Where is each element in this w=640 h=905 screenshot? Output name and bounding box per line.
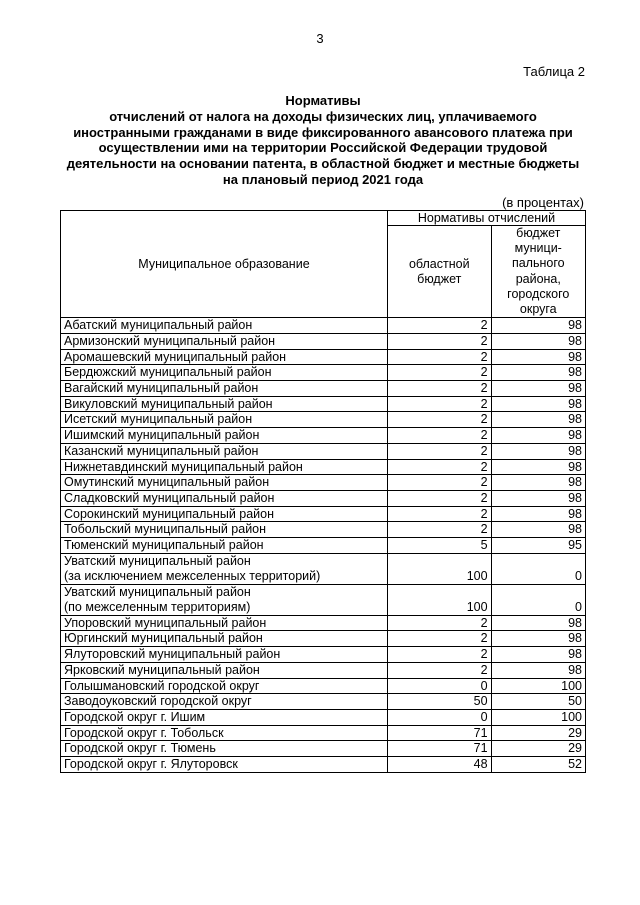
regional-value: 48 <box>387 757 491 773</box>
municipality-name: Юргинский муниципальный район <box>61 631 388 647</box>
municipal-value: 98 <box>491 365 585 381</box>
table-row <box>61 490 586 506</box>
page-number: 3 <box>316 31 324 46</box>
municipal-value: 95 <box>491 538 585 554</box>
regional-value: 71 <box>387 725 491 741</box>
table-row <box>61 349 586 365</box>
municipality-name: Ишимский муниципальный район <box>61 428 388 444</box>
table-row <box>61 381 586 397</box>
municipality-name: Абатский муниципальный район <box>61 318 388 334</box>
table-row <box>61 428 586 444</box>
header-text-line: пального <box>511 256 565 271</box>
table-row <box>61 725 586 741</box>
municipality-name <box>61 584 388 615</box>
table-row <box>61 615 586 631</box>
municipality-name: Нижнетавдинский муниципальный район <box>61 459 388 475</box>
table-row <box>61 475 586 491</box>
municipality-name: Городской округ г. Ишим <box>61 709 388 725</box>
municipal-value: 100 <box>491 709 585 725</box>
regional-value: 100 <box>387 584 491 615</box>
name-line: (за исключением межселенных территорий) <box>64 568 321 583</box>
table-row <box>61 443 586 459</box>
title-line: иностранными гражданами в виде фиксированного авансового платежа при <box>73 124 573 140</box>
municipal-value: 0 <box>491 584 585 615</box>
municipality-name: Городской округ г. Тюмень <box>61 741 388 757</box>
title-line: отчислений от налога на доходы физических лиц, уплачиваемого <box>109 108 537 124</box>
table-row <box>61 741 586 757</box>
table-row <box>61 538 586 554</box>
municipal-value: 98 <box>491 522 585 538</box>
regional-value: 2 <box>387 396 491 412</box>
municipal-value: 98 <box>491 647 585 663</box>
municipal-value: 98 <box>491 396 585 412</box>
municipality-name: Городской округ г. Ялуторовск <box>61 757 388 773</box>
municipality-name: Упоровский муниципальный район <box>61 615 388 631</box>
municipality-name: Омутинский муниципальный район <box>61 475 388 491</box>
municipality-name: Ярковский муниципальный район <box>61 662 388 678</box>
municipality-name: Армизонский муниципальный район <box>61 333 388 349</box>
municipal-value: 29 <box>491 741 585 757</box>
regional-value: 2 <box>387 459 491 475</box>
header-text-line: района, <box>515 271 561 286</box>
municipal-value: 98 <box>491 475 585 491</box>
municipal-value: 50 <box>491 694 585 710</box>
regional-value: 2 <box>387 349 491 365</box>
municipality-name: Заводоуковский городской округ <box>61 694 388 710</box>
table-row <box>61 333 586 349</box>
table-header <box>61 211 586 318</box>
regional-value: 71 <box>387 741 491 757</box>
regional-value: 100 <box>387 553 491 584</box>
municipal-value: 98 <box>491 459 585 475</box>
municipality-name: Аромашевский муниципальный район <box>61 349 388 365</box>
table-row <box>61 318 586 334</box>
regional-value: 2 <box>387 443 491 459</box>
municipality-name: Сладковский муниципальный район <box>61 490 388 506</box>
municipal-value: 52 <box>491 757 585 773</box>
municipal-value: 98 <box>491 333 585 349</box>
municipality-name: Тобольский муниципальный район <box>61 522 388 538</box>
regional-value: 2 <box>387 490 491 506</box>
table-row <box>61 678 586 694</box>
table-row <box>61 631 586 647</box>
document-title <box>60 93 586 188</box>
table-row <box>61 396 586 412</box>
municipal-value: 98 <box>491 412 585 428</box>
title-line: деятельности на основании патента, в областной бюджет и местные бюджеты <box>66 156 580 172</box>
table-label: Таблица 2 <box>523 64 585 79</box>
name-line: Уватский муниципальный район <box>64 584 251 599</box>
municipal-value: 98 <box>491 443 585 459</box>
header-text-line: областной <box>408 256 470 271</box>
regional-value: 2 <box>387 365 491 381</box>
name-line: Уватский муниципальный район <box>64 553 251 568</box>
units-note: (в процентах) <box>502 195 584 210</box>
title-line: осуществлении ими на территории Российской Федерации трудовой <box>98 140 548 156</box>
regional-value: 2 <box>387 318 491 334</box>
title-line: на плановый период 2021 года <box>222 171 424 187</box>
table-row <box>61 522 586 538</box>
regional-value: 50 <box>387 694 491 710</box>
municipality-name: Сорокинский муниципальный район <box>61 506 388 522</box>
regional-value: 2 <box>387 333 491 349</box>
municipal-value: 98 <box>491 428 585 444</box>
table-row <box>61 459 586 475</box>
municipality-name: Исетский муниципальный район <box>61 412 388 428</box>
municipal-value: 98 <box>491 662 585 678</box>
municipality-name: Казанский муниципальный район <box>61 443 388 459</box>
regional-value: 2 <box>387 615 491 631</box>
municipal-value: 98 <box>491 506 585 522</box>
regional-value: 2 <box>387 412 491 428</box>
municipality-name: Вагайский муниципальный район <box>61 381 388 397</box>
table-row <box>61 757 586 773</box>
regional-value: 0 <box>387 678 491 694</box>
table-body <box>61 318 586 773</box>
regional-value: 2 <box>387 631 491 647</box>
regional-value: 0 <box>387 709 491 725</box>
municipal-value: 98 <box>491 615 585 631</box>
regional-value: 2 <box>387 381 491 397</box>
name-line: (по межселенным территориям) <box>64 599 251 614</box>
table-row <box>61 412 586 428</box>
header-text-line: муници- <box>514 241 562 256</box>
table-row <box>61 647 586 663</box>
municipal-value: 98 <box>491 318 585 334</box>
header-regional-budget <box>387 226 491 318</box>
table-row <box>61 709 586 725</box>
municipal-value: 100 <box>491 678 585 694</box>
municipality-name: Голышмановский городской округ <box>61 678 388 694</box>
municipality-name: Викуловский муниципальный район <box>61 396 388 412</box>
regional-value: 2 <box>387 506 491 522</box>
municipality-name: Тюменский муниципальный район <box>61 538 388 554</box>
header-text-line: бюджет <box>516 226 561 240</box>
norms-table <box>60 210 586 773</box>
municipal-value: 98 <box>491 349 585 365</box>
regional-value: 2 <box>387 522 491 538</box>
header-norms-group: Нормативы отчислений <box>387 211 585 226</box>
regional-value: 5 <box>387 538 491 554</box>
header-municipality: Муниципальное образование <box>61 211 388 318</box>
municipal-value: 0 <box>491 553 585 584</box>
regional-value: 2 <box>387 647 491 663</box>
table-row <box>61 365 586 381</box>
table-row <box>61 694 586 710</box>
table-row <box>61 662 586 678</box>
header-text-line: бюджет <box>417 271 462 286</box>
municipality-name: Бердюжский муниципальный район <box>61 365 388 381</box>
regional-value: 2 <box>387 662 491 678</box>
municipal-value: 29 <box>491 725 585 741</box>
header-municipal-budget <box>491 226 585 318</box>
regional-value: 2 <box>387 475 491 491</box>
table-row <box>61 553 586 584</box>
municipal-value: 98 <box>491 381 585 397</box>
header-text-line: округа <box>519 302 557 317</box>
table-row <box>61 584 586 615</box>
title-line: Нормативы <box>285 93 361 108</box>
header-text-line: городского <box>507 286 570 301</box>
table-row <box>61 506 586 522</box>
regional-value: 2 <box>387 428 491 444</box>
municipal-value: 98 <box>491 631 585 647</box>
municipality-name <box>61 553 388 584</box>
municipal-value: 98 <box>491 490 585 506</box>
municipality-name: Ялуторовский муниципальный район <box>61 647 388 663</box>
municipality-name: Городской округ г. Тобольск <box>61 725 388 741</box>
